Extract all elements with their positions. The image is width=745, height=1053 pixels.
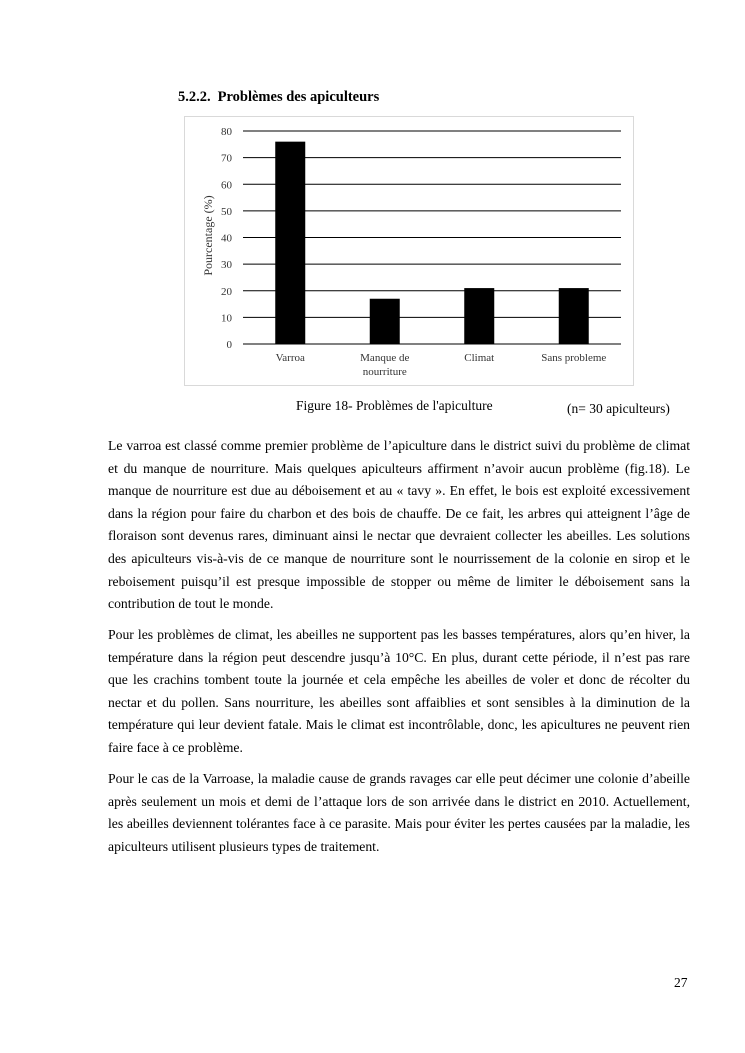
y-axis-title: Pourcentage (%) <box>201 195 215 276</box>
paragraph-varroase: Pour le cas de la Varroase, la maladie cause de grands ravages car elle peut décimer une colonie d’abeille après seulement un mois et demi de l’attaque lors de son arrivée dans le district en 2010. Actuellement, les abeilles deviennent tolérantes face à ce parasite. Mais pour éviter les pertes causées par la maladie, les apiculteurs utilisent plusieurs types de traitement. <box>108 771 690 854</box>
figure-caption: Figure 18- Problèmes de l'apiculture <box>296 398 493 413</box>
y-tick-label-0: 0 <box>226 339 232 351</box>
y-tick-label-30: 30 <box>221 259 232 272</box>
y-tick-label-10: 10 <box>221 312 232 325</box>
paragraph-climate: Pour les problèmes de climat, les abeilles ne supportent pas les basses températures, alors qu’en hiver, la température dans la région peut descendre jusqu’à 10°C. En plus, durant cette période, il n’est pas rare que les crachins tombent toute la journée et cela empêche les abeilles de voler et donc de récolter du nectar et du pollen. Sans nourriture, les abeilles sont affaiblies et sont sensibles à la diminution de la température qui leur devient fatale. Mais le climat est incontrôlable, donc, les apicultures ne peuvent rien faire face à ce problème. <box>108 627 690 755</box>
y-tick-label-60: 60 <box>221 179 232 192</box>
bar-2 <box>370 299 400 344</box>
x-tick-label-1: Varroa <box>275 352 305 364</box>
bar-4 <box>559 288 589 344</box>
bar-1 <box>275 142 305 344</box>
section-number: 5.2.2. <box>178 89 211 105</box>
x-tick-label-4: Sans probleme <box>541 352 607 364</box>
y-tick-label-80: 80 <box>221 126 232 138</box>
y-tick-label-40: 40 <box>221 232 232 245</box>
x-tick-label-2-line-1: Manque de <box>360 352 410 364</box>
y-tick-label-50: 50 <box>221 205 232 218</box>
bar-chart <box>184 116 634 386</box>
page-number: 27 <box>674 975 688 990</box>
y-tick-label-70: 70 <box>221 152 232 165</box>
x-tick-label-3: Climat <box>464 352 495 364</box>
section-title: Problèmes des apiculteurs <box>217 89 380 105</box>
y-tick-label-20: 20 <box>221 285 232 298</box>
paragraph-varroa-summary: Le varroa est classé comme premier problème de l’apiculture dans le district suivi du problème de climat et du manque de nourriture. Mais quelques apiculteurs affirment n’avoir aucun problème (fig.18). Le manque de nourriture est due au déboisement et au « tavy ». En effet, le bois est exploité excessivement dans la région pour faire du charbon et des bois de chauffe. De ce fait, les arbres qui atteignent l’âge de floraison sont devenus rares, diminuant ainsi le nectar que devraient collecter les abeilles. Les solutions des apiculteurs vis-à-vis de ce manque de nourriture sont le nourrissement de la colonie en sirop et le reboisement puisqu’il est presque impossible de stopper ou même de limiter le déboisement sans la contribution de tout le monde. <box>108 438 690 612</box>
chart-svg <box>185 117 635 387</box>
x-tick-label-2-line-2: nourriture <box>362 366 407 378</box>
figure-sample-note: (n= 30 apiculteurs) <box>567 401 670 416</box>
section-heading <box>178 89 379 106</box>
bar-3 <box>464 288 494 344</box>
